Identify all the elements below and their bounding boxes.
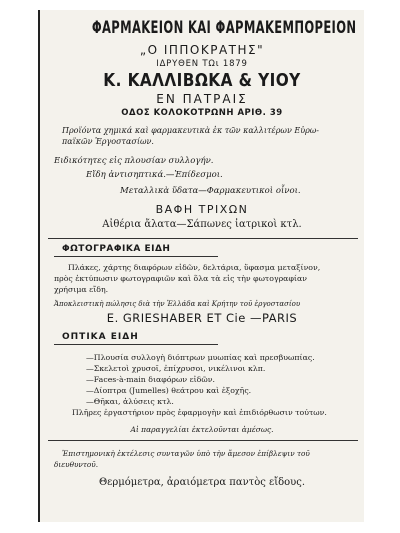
- specialties-line-1: Ειδικότητες εἰς πλουσίαν συλλογήν.: [54, 156, 214, 166]
- shop-title: ΦΑΡΜΑΚΕΙΟΝ ΚΑΙ ΦΑΡΜΑΚΕΜΠΟΡΕΙΟΝ: [91, 18, 357, 38]
- optics-item: —Θῆκαι, ἁλύσεις κτλ.: [86, 397, 174, 406]
- intro-line-1: Προϊόντα χημικά καὶ φαρμακευτικὰ ἐκ τῶν καλλιτέρων Εὐρω-: [62, 126, 319, 135]
- specialties-line-3: Μεταλλικὰ ὕδατα—Φαρμακευτικοὶ οἶνοι.: [120, 186, 301, 196]
- intro-line-2: παϊκῶν Ἐργοστασίων.: [62, 137, 154, 146]
- shop-name: „Ο ΙΠΠΟΚΡΑΤΗΣ": [139, 43, 265, 57]
- scientific-line-2: διευθυντοῦ.: [54, 460, 99, 469]
- optics-heading: ΟΠΤΙΚΑ ΕΙΔΗ: [62, 332, 139, 342]
- photo-line-1: Πλάκες, χάρτης διαφόρων εἰδῶν, δελτάρια, ὕφασμα μεταξίνον,: [68, 263, 321, 272]
- owner-name: Κ. ΚΑΛΛΙΒΩΚΑ & ΥΙΟΥ: [103, 70, 301, 91]
- optics-item: —Δίοπτρα (Jumelles) θεάτρου καὶ ἐξοχῆς.: [86, 386, 252, 395]
- photo-line-3: χρήσιμα εἴδη.: [54, 285, 109, 294]
- advertisement-page: [38, 10, 364, 522]
- workshop-line: Πλῆρες ἐργαστήριον πρὸς ἐφαρμογὴν καὶ ἐπιδιόρθωσιν τούτων.: [72, 408, 327, 417]
- divider: [48, 238, 358, 239]
- thermometers-line: Θερμόμετρα, ἀραιόμετρα παντὸς εἴδους.: [98, 477, 306, 488]
- city-line: ΕΝ ΠΑΤΡΑΙΣ: [156, 92, 248, 106]
- exclusive-sale-line: Ἀποκλειστικὴ πώλησις διὰ τὴν Ἑλλάδα καὶ Κρήτην τοῦ ἐργοστασίου: [54, 300, 301, 308]
- hair-dye-heading: ΒΑΦΗ ΤΡΙΧΩΝ: [155, 203, 249, 216]
- optics-item: —Πλουσία συλλογὴ διόπτρων μυωπίας καὶ πρεσβυωπίας.: [86, 353, 315, 362]
- heading-underline: [54, 344, 218, 345]
- heading-underline: [54, 256, 218, 257]
- brand-line: E. GRIESHABER ET Cie —PARIS: [106, 311, 298, 325]
- address-line: ΟΔΟΣ ΚΟΛΟΚΟΤΡΩΝΗ ΑΡΙΘ. 39: [121, 108, 283, 118]
- divider: [48, 440, 358, 441]
- hair-dye-line: Αἰθέρια ἄλατα—Σάπωνες ἰατρικοὶ κτλ.: [102, 219, 302, 230]
- photo-line-2: πρὸς ἐκτύπωσιν φωτογραφιῶν καὶ ὅλα τὰ εἰς τὴν φωτογραφίαν: [54, 274, 307, 283]
- founded-line: ΙΔΡΥΘΕΝ ΤΩι 1879: [156, 59, 248, 69]
- photo-heading: ΦΩΤΟΓΡΑΦΙΚΑ ΕΙΔΗ: [62, 244, 171, 254]
- orders-line: Αἱ παραγγελίαι ἐκτελοῦνται ἀμέσως.: [130, 425, 274, 434]
- specialties-line-2: Εἴδη ἀντισηπτικά.—Ἐπίδεσμοι.: [86, 170, 223, 180]
- optics-item: —Σκελετοὶ χρυσοῖ, ἐπίχρυσοι, νικέλινοι κλπ.: [86, 364, 266, 373]
- scientific-line-1: Ἐπιστημονικὴ ἐκτέλεσις συνταγῶν ὑπὸ τὴν ἄμεσον ἐπίβλεψιν τοῦ: [62, 449, 310, 458]
- optics-item: —Faces-à-main διαφόρων εἰδῶν.: [86, 375, 215, 384]
